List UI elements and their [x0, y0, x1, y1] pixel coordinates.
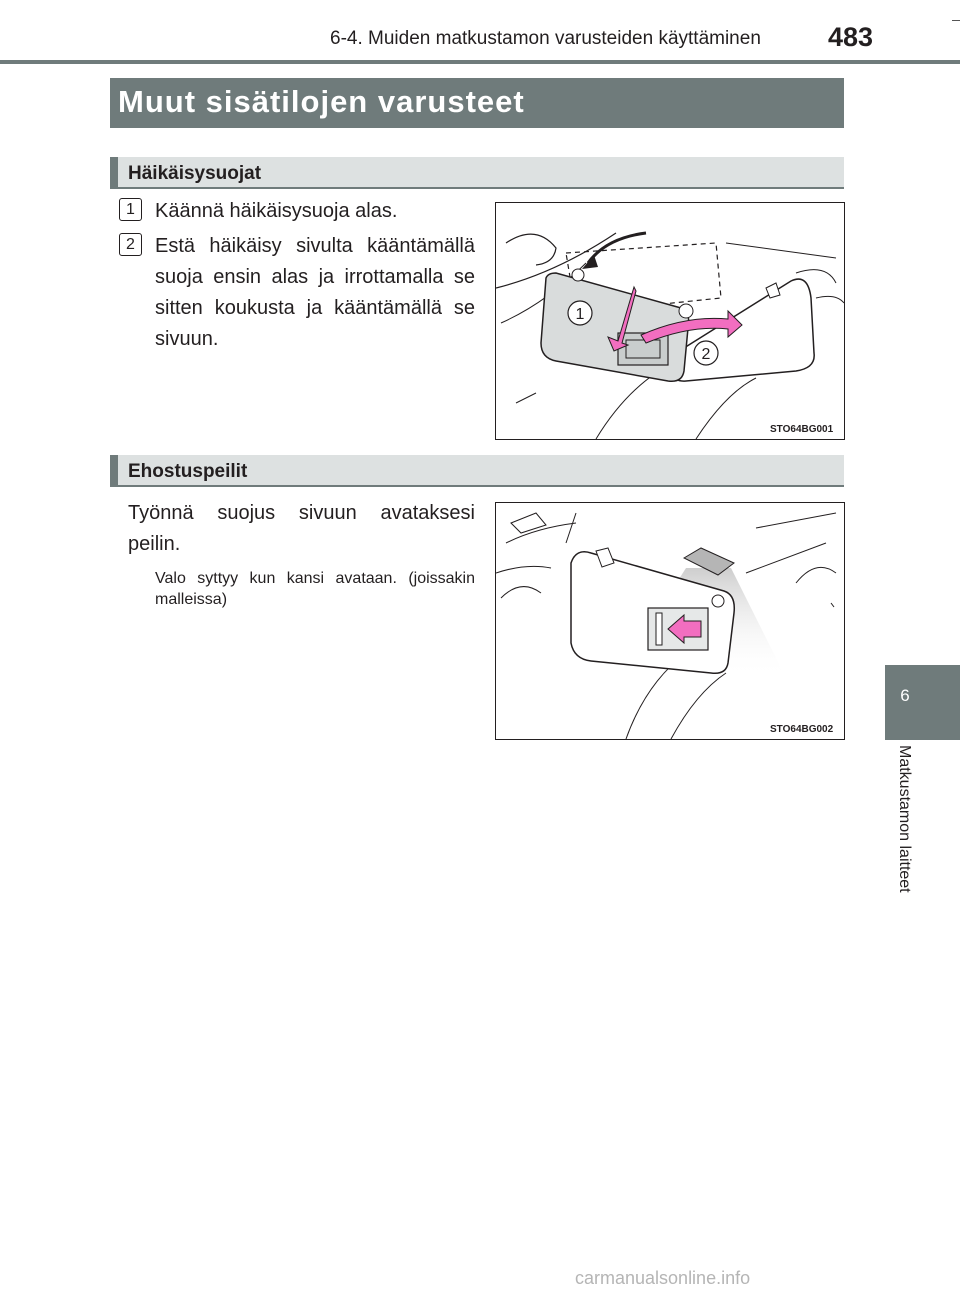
section-rule	[110, 187, 844, 189]
crop-mark	[952, 20, 960, 21]
watermark: carmanualsonline.info	[575, 1268, 751, 1288]
section-title-sunvisors: Häikäisysuojat	[128, 163, 262, 184]
figure-code-1: STO64BG001	[770, 424, 834, 435]
section-bar-marker	[110, 157, 118, 189]
step-badge-1: 1	[119, 198, 142, 221]
page-number: 483	[828, 22, 874, 52]
section-title-mirrors: Ehostuspeilit	[128, 461, 248, 482]
vanity-mirror-figure	[495, 502, 845, 740]
main-title: Muut sisätilojen varusteet	[118, 84, 525, 119]
sunvisor-figure	[495, 202, 845, 440]
step-2-text: Estä häikäisy sivulta kääntämällä suoja ensin alas ja irrottamalla se sitten koukusta ja kääntämällä se sivuun.	[155, 235, 475, 350]
figure-code-2: STO64BG002	[770, 724, 834, 735]
callout-1: 1	[575, 306, 585, 323]
mirror-instruction-text: Työnnä suojus sivuun avataksesi peilin.	[128, 502, 475, 555]
step-1-text: Käännä häikäisysuoja alas.	[155, 200, 398, 222]
chapter-label: Matkustamon laitteet	[896, 745, 913, 893]
header-section-title: 6-4. Muiden matkustamon varusteiden käyttäminen	[330, 28, 761, 49]
section-rule	[110, 485, 844, 487]
sunvisor-illustration	[496, 203, 844, 439]
vanity-mirror-illustration	[496, 503, 844, 739]
chapter-number: 6	[900, 686, 910, 705]
mirror-light-note: Valo syttyy kun kansi avataan. (joissakin malleissa)	[155, 570, 475, 608]
header-divider	[0, 60, 960, 64]
section-bar-marker	[110, 455, 118, 487]
step-badge-2: 2	[119, 233, 142, 256]
callout-2: 2	[701, 346, 711, 363]
